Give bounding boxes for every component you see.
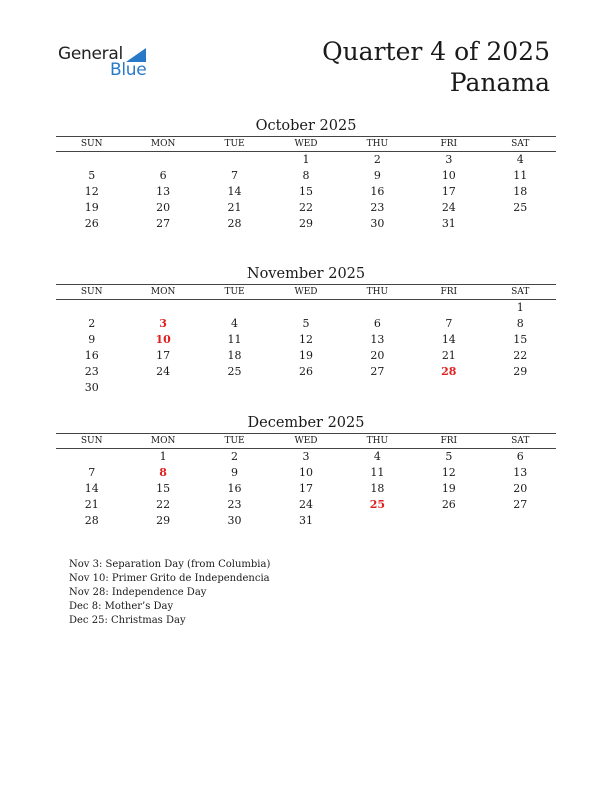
day-cell: 31 [298,514,313,527]
holiday-note: Dec 25: Christmas Day [69,615,186,626]
day-cell: 7 [231,169,239,182]
day-cell: 27 [513,498,528,511]
weekday-label: THU [366,287,389,297]
day-cell: 4 [373,450,381,463]
weekday-label: FRI [440,139,458,149]
holiday-day-cell: 25 [369,498,386,511]
day-cell: 8 [516,317,524,330]
day-cell: 8 [302,169,310,182]
day-cell [56,449,127,465]
day-cell: 27 [156,217,171,230]
weekday-label: FRI [440,436,458,446]
holiday-day-cell: 3 [159,317,167,330]
day-cell [199,300,270,316]
day-cell [485,380,556,396]
day-cell: 25 [513,201,528,214]
day-cell: 24 [156,365,171,378]
weekday-label: TUE [224,139,245,149]
day-cell [56,152,127,168]
holiday-note: Nov 10: Primer Grito de Independencia [69,573,270,584]
weekday-label: MON [150,287,176,297]
day-cell: 6 [516,450,524,463]
day-cell: 30 [370,217,385,230]
day-cell: 22 [156,498,171,511]
day-cell [199,380,270,396]
day-cell [342,513,413,529]
day-cell [485,513,556,529]
holiday-note: Nov 28: Independence Day [69,587,207,598]
day-cell [56,300,127,316]
day-cell: 26 [298,365,313,378]
weekday-header [56,136,556,152]
weekday-label: WED [294,287,318,297]
day-cell: 15 [156,482,171,495]
weekday-label: WED [294,436,318,446]
day-cell: 17 [156,349,171,362]
day-cell: 18 [370,482,385,495]
weekday-header [56,433,556,449]
logo-blue-text: Blue [110,60,147,80]
day-cell: 19 [298,349,313,362]
day-cell: 26 [441,498,456,511]
day-cell: 13 [513,466,528,479]
day-cell: 29 [156,514,171,527]
holiday-note: Nov 3: Separation Day (from Columbia) [69,559,271,570]
week-row [56,364,556,380]
day-cell: 19 [441,482,456,495]
day-cell: 16 [84,349,99,362]
week-row [56,465,556,481]
day-cell [270,380,341,396]
day-cell: 9 [373,169,381,182]
day-cell: 2 [373,153,381,166]
day-cell: 14 [441,333,456,346]
day-cell [485,216,556,232]
day-cell [342,300,413,316]
day-cell: 1 [516,301,524,314]
day-cell: 4 [516,153,524,166]
weekday-label: THU [366,436,389,446]
day-cell: 21 [227,201,242,214]
country-name: Panama [449,68,550,97]
day-cell: 15 [513,333,528,346]
day-cell: 14 [227,185,242,198]
day-cell [199,152,270,168]
day-cell: 16 [227,482,242,495]
day-cell: 16 [370,185,385,198]
week-row [56,513,556,529]
day-cell: 20 [513,482,528,495]
day-cell [127,152,198,168]
week-row [56,348,556,364]
month-title: December 2025 [247,415,365,431]
day-cell: 4 [231,317,239,330]
day-cell: 27 [370,365,385,378]
weekday-label: WED [294,139,318,149]
weekday-label: SAT [511,287,530,297]
day-cell: 20 [156,201,171,214]
month-calendar [56,264,556,396]
day-cell: 11 [227,333,242,346]
day-cell: 5 [302,317,310,330]
weekday-header [56,284,556,300]
page-title [322,36,550,98]
holiday-day-cell: 28 [441,365,457,378]
weekday-label: MON [150,139,176,149]
day-cell: 22 [513,349,528,362]
day-cell [342,380,413,396]
day-cell [127,300,198,316]
weekday-label: FRI [440,287,458,297]
day-cell: 13 [370,333,385,346]
day-cell [413,513,484,529]
day-cell: 9 [88,333,96,346]
day-cell: 18 [513,185,528,198]
week-row [56,332,556,348]
day-cell: 2 [231,450,239,463]
day-cell: 23 [84,365,99,378]
day-cell: 13 [156,185,171,198]
week-row [56,300,556,316]
day-cell: 11 [513,169,528,182]
day-cell: 12 [84,185,99,198]
week-row [56,316,556,332]
holiday-notes [69,558,270,628]
day-cell: 6 [373,317,381,330]
day-cell: 12 [298,333,313,346]
generalblue-logo [58,44,158,84]
week-row [56,200,556,216]
day-cell: 7 [88,466,96,479]
day-cell: 30 [84,381,99,394]
holiday-day-cell: 8 [159,466,167,479]
weekday-label: TUE [224,287,245,297]
day-cell: 1 [159,450,167,463]
day-cell: 29 [298,217,313,230]
day-cell: 30 [227,514,242,527]
day-cell: 21 [84,498,99,511]
month-calendar [56,116,556,232]
weekday-label: SUN [80,287,103,297]
day-cell: 17 [298,482,313,495]
week-row [56,168,556,184]
month-title: November 2025 [246,266,366,282]
week-row [56,216,556,232]
day-cell: 23 [227,498,242,511]
day-cell: 21 [441,349,456,362]
day-cell [413,380,484,396]
day-cell: 20 [370,349,385,362]
day-cell: 31 [441,217,456,230]
day-cell: 10 [441,169,456,182]
weekday-label: SAT [511,436,530,446]
quarter-title: Quarter 4 of 2025 [322,37,550,66]
week-row [56,380,556,396]
day-cell: 18 [227,349,242,362]
day-cell: 10 [298,466,313,479]
day-cell: 17 [441,185,456,198]
day-cell [127,380,198,396]
weekday-label: MON [150,436,176,446]
day-cell: 28 [227,217,242,230]
weekday-label: TUE [224,436,245,446]
weekday-label: SUN [80,139,103,149]
day-cell: 24 [298,498,313,511]
day-cell: 22 [298,201,313,214]
day-cell: 3 [445,153,453,166]
month-calendar [56,413,556,529]
day-cell: 11 [370,466,385,479]
day-cell: 29 [513,365,528,378]
day-cell: 28 [84,514,99,527]
day-cell: 14 [84,482,99,495]
day-cell: 24 [441,201,456,214]
month-title: October 2025 [255,118,357,134]
day-cell: 2 [88,317,96,330]
day-cell: 19 [84,201,99,214]
holiday-note: Dec 8: Mother’s Day [69,601,174,612]
holiday-day-cell: 10 [155,333,171,346]
day-cell [413,300,484,316]
day-cell: 26 [84,217,99,230]
weekday-label: THU [366,139,389,149]
week-row [56,184,556,200]
week-row [56,449,556,465]
week-row [56,497,556,513]
day-cell: 9 [231,466,239,479]
day-cell: 6 [159,169,167,182]
day-cell: 3 [302,450,310,463]
day-cell [270,300,341,316]
logo-general-text: General [58,44,123,64]
day-cell: 7 [445,317,453,330]
day-cell: 15 [298,185,313,198]
week-row [56,152,556,168]
day-cell: 5 [88,169,96,182]
weekday-label: SUN [80,436,103,446]
day-cell: 23 [370,201,385,214]
day-cell: 12 [441,466,456,479]
day-cell: 5 [445,450,453,463]
week-row [56,481,556,497]
day-cell: 1 [302,153,310,166]
day-cell: 25 [227,365,242,378]
weekday-label: SAT [511,139,530,149]
